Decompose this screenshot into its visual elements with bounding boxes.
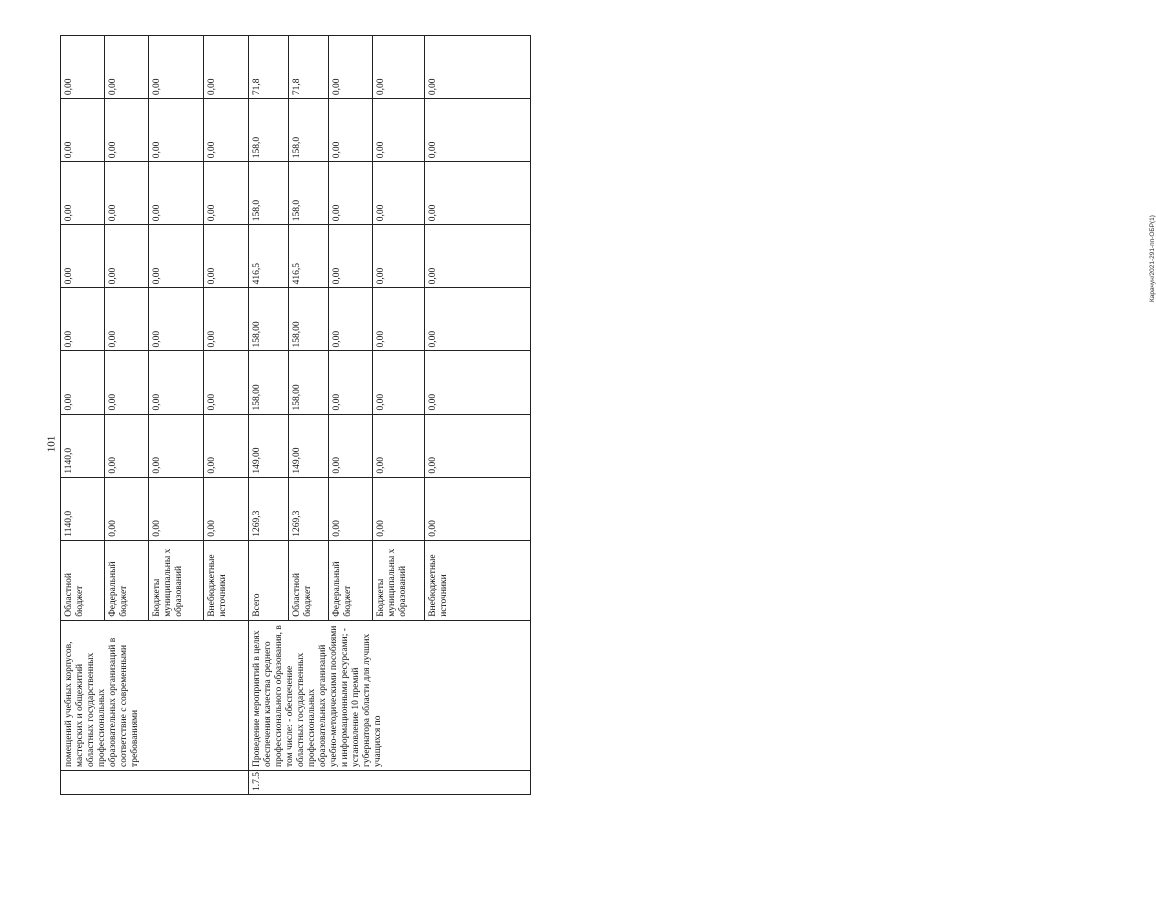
source-cell: Федеральный бюджет	[105, 540, 149, 620]
value-cell: 158,00	[249, 288, 289, 351]
value-cell: 1140,0	[61, 477, 105, 540]
value-cell: 0,00	[425, 36, 531, 99]
value-cell: 416,5	[289, 225, 329, 288]
value-cell: 0,00	[329, 477, 373, 540]
source-cell: Всего	[249, 540, 289, 620]
value-cell: 0,00	[204, 414, 249, 477]
value-cell: 71,8	[249, 36, 289, 99]
value-cell: 0,00	[105, 225, 149, 288]
value-cell: 149,00	[289, 414, 329, 477]
value-cell: 0,00	[329, 162, 373, 225]
value-cell: 0,00	[105, 288, 149, 351]
value-cell: 0,00	[329, 225, 373, 288]
value-cell: 0,00	[204, 99, 249, 162]
value-cell: 0,00	[105, 351, 149, 414]
value-cell: 0,00	[373, 288, 425, 351]
value-cell: 0,00	[329, 288, 373, 351]
value-cell: 0,00	[149, 99, 204, 162]
value-cell: 0,00	[329, 414, 373, 477]
value-cell: 0,00	[204, 36, 249, 99]
value-cell: 0,00	[204, 477, 249, 540]
value-cell: 158,00	[289, 351, 329, 414]
source-cell: Федеральный бюджет	[329, 540, 373, 620]
value-cell: 0,00	[149, 351, 204, 414]
source-cell: Внебюджетные источники	[204, 540, 249, 620]
value-cell: 0,00	[373, 36, 425, 99]
value-cell: 0,00	[105, 162, 149, 225]
source-cell: Бюджеты муниципальны х образований	[373, 540, 425, 620]
value-cell: 158,00	[289, 288, 329, 351]
value-cell: 0,00	[329, 36, 373, 99]
value-cell: 1269,3	[249, 477, 289, 540]
value-cell: 0,00	[105, 99, 149, 162]
budget-table	[60, 35, 531, 795]
page-number: 101	[45, 435, 58, 453]
value-cell: 0,00	[61, 288, 105, 351]
value-cell: 0,00	[373, 414, 425, 477]
value-cell: 0,00	[373, 225, 425, 288]
row-name: Проведение мероприятий в целях обеспечения качества среднего профессионального образования, в том числе: - обеспечение областных государственных профессиональных образовательных организаций учебно-методическими пособиями и информационными ресурсами; - установление 10 премий губернатора области для лучших учащихся по	[249, 620, 531, 770]
value-cell: 0,00	[373, 162, 425, 225]
source-cell: Областной бюджет	[289, 540, 329, 620]
value-cell: 0,00	[149, 288, 204, 351]
value-cell: 1140,0	[61, 414, 105, 477]
value-cell: 1269,3	[289, 477, 329, 540]
value-cell: 0,00	[149, 36, 204, 99]
value-cell: 158,0	[289, 162, 329, 225]
value-cell: 0,00	[61, 36, 105, 99]
row-code: 1.7.5	[249, 770, 531, 794]
table-row	[249, 36, 289, 795]
value-cell: 0,00	[204, 288, 249, 351]
value-cell: 0,00	[61, 162, 105, 225]
value-cell: 0,00	[149, 414, 204, 477]
value-cell: 0,00	[373, 477, 425, 540]
value-cell: 0,00	[204, 351, 249, 414]
value-cell: 158,0	[249, 99, 289, 162]
value-cell: 0,00	[329, 99, 373, 162]
value-cell: 0,00	[204, 162, 249, 225]
value-cell: 0,00	[105, 414, 149, 477]
value-cell: 0,00	[149, 162, 204, 225]
table-body	[61, 36, 531, 795]
value-cell: 0,00	[149, 225, 204, 288]
value-cell: 0,00	[425, 288, 531, 351]
value-cell: 0,00	[61, 351, 105, 414]
table-row	[61, 36, 105, 795]
document-stamp: Карачун/2021-291-пп-ОБР(1)	[1149, 215, 1156, 302]
value-cell: 0,00	[204, 225, 249, 288]
value-cell: 0,00	[329, 351, 373, 414]
row-code	[61, 770, 249, 794]
value-cell: 416,5	[249, 225, 289, 288]
value-cell: 0,00	[105, 36, 149, 99]
value-cell: 0,00	[61, 99, 105, 162]
value-cell: 0,00	[61, 225, 105, 288]
source-cell: Бюджеты муниципальны х образований	[149, 540, 204, 620]
value-cell: 158,0	[249, 162, 289, 225]
source-cell: Внебюджетные источники	[425, 540, 531, 620]
value-cell: 0,00	[373, 99, 425, 162]
value-cell: 0,00	[425, 414, 531, 477]
value-cell: 149,00	[249, 414, 289, 477]
value-cell: 158,00	[249, 351, 289, 414]
value-cell: 0,00	[425, 351, 531, 414]
value-cell: 0,00	[425, 99, 531, 162]
value-cell: 0,00	[425, 225, 531, 288]
rotated-table-wrap	[60, 35, 530, 795]
source-cell: Областной бюджет	[61, 540, 105, 620]
value-cell: 0,00	[373, 351, 425, 414]
value-cell: 0,00	[425, 477, 531, 540]
row-name: помещений учебных корпусов, мастерских и общежитий областных государственных профессиональных образовательных организаций в соответствие с современными требованиями	[61, 620, 249, 770]
value-cell: 0,00	[425, 162, 531, 225]
value-cell: 0,00	[149, 477, 204, 540]
value-cell: 0,00	[105, 477, 149, 540]
value-cell: 158,0	[289, 99, 329, 162]
value-cell: 71,8	[289, 36, 329, 99]
